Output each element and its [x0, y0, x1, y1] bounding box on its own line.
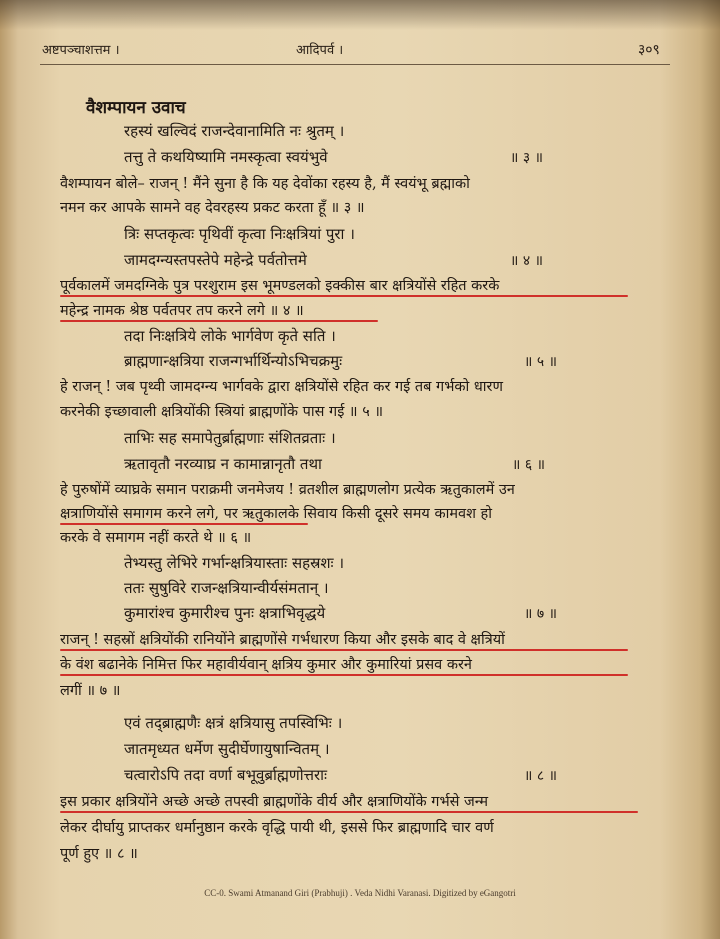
running-header-center: आदिपर्व ।	[296, 43, 344, 58]
shloka-line: ततः सुषुविरे राजन्क्षत्रियान्वीर्यसंमतान् ।	[124, 579, 329, 597]
shloka-line: तत्तु ते कथयिष्यामि नमस्कृत्वा स्वयंभुवे	[124, 148, 328, 166]
shloka-line: चत्वारोऽपि तदा वर्णा बभूवुर्ब्राह्मणोत्तराः	[124, 766, 327, 784]
translation-line: हे राजन् ! जब पृथ्वी जामदग्न्य भार्गवके द्वारा क्षत्रियोंसे रहित कर गई तब गर्भको धारण	[60, 379, 503, 395]
shloka-line: तदा निःक्षत्रिये लोके भार्गवेण कृते सति ।	[124, 327, 336, 345]
translation-line: करके वे समागम नहीं करते थे ॥ ६ ॥	[60, 530, 252, 546]
shloka-line: ताभिः सह समापेतुर्ब्राह्मणाः संशितव्रताः ।	[124, 429, 336, 447]
translation-line: लेकर दीर्घायु प्राप्तकर धर्मानुष्ठान करके वृद्धि पायी थी, इससे फिर ब्राह्मणादि चार वर्ण	[60, 820, 494, 836]
translation-line: इस प्रकार क्षत्रियोंने अच्छे अच्छे तपस्वी ब्राह्मणोंके वीर्य और क्षत्राणियोंके गर्भसे जन्म	[60, 794, 489, 810]
red-underline	[60, 811, 638, 813]
verse-number: ॥ ६ ॥	[512, 457, 545, 473]
translation-line: पूर्वकालमें जमदग्निके पुत्र परशुराम इस भूमण्डलको इक्कीस बार क्षत्रियोंसे रहित करके	[60, 278, 500, 294]
translation-line: वैशम्पायन बोले– राजन् ! मैंने सुना है कि यह देवोंका रहस्य है, मैं स्वयंभू ब्रह्माको	[60, 176, 470, 192]
verse-number: ॥ ४ ॥	[510, 253, 543, 269]
red-underline	[60, 295, 628, 297]
shloka-line: रहस्यं खल्विदं राजन्देवानामिति नः श्रुतम् ।	[124, 122, 345, 140]
translation-line: क्षत्राणियोंसे समागम करने लगे, पर ऋतुकालके सिवाय किसी दूसरे समय कामवश हो	[60, 506, 492, 522]
shloka-line: जामदग्न्यस्तपस्तेपे महेन्द्रे पर्वतोत्तमे	[124, 251, 307, 269]
translation-line: राजन् ! सहस्रों क्षत्रियोंकी रानियोंने ब्राह्मणोंसे गर्भधारण किया और इसके बाद वे क्षत्रियों	[60, 632, 505, 648]
shloka-line: कुमारांश्च कुमारीश्च पुनः क्षत्राभिवृद्धये	[124, 604, 326, 622]
red-underline	[60, 649, 628, 651]
translation-line: करनेकी इच्छावाली क्षत्रियोंकी स्त्रियां ब्राह्मणोंके पास गई ॥ ५ ॥	[60, 404, 384, 420]
translation-line: महेन्द्र नामक श्रेष्ठ पर्वतपर तप करने लगे ॥ ४ ॥	[60, 303, 304, 319]
translation-line: हे पुरुषोंमें व्याघ्रके समान पराक्रमी जनमेजय ! व्रतशील ब्राह्मणलोग प्रत्येक ऋतुकालमें उन	[60, 482, 515, 498]
translation-line: नमन कर आपके सामने वह देवरहस्य प्रकट करता हूँ ॥ ३ ॥	[60, 200, 365, 216]
shloka-line: एवं तद्ब्राह्मणैः क्षत्रं क्षत्रियासु तपस्विभिः ।	[124, 714, 343, 732]
shloka-line: ब्राह्मणान्क्षत्रिया राजन्गर्भार्थिन्योऽभिचक्रमुः	[124, 352, 343, 370]
shloka-line: ऋतावृतौ नरव्याघ्र न कामान्नानृतौ तथा	[124, 455, 322, 473]
shloka-line: जातमृध्यत धर्मेण सुदीर्घेणायुषान्वितम् ।	[124, 740, 330, 758]
verse-number: ॥ ७ ॥	[524, 606, 557, 622]
verse-number: ॥ ५ ॥	[524, 354, 557, 370]
digitization-credit: CC-0. Swami Atmanand Giri (Prabhuji) . Veda Nidhi Varanasi. Digitized by eGangotri	[204, 888, 516, 898]
verse-number: ॥ ८ ॥	[524, 768, 557, 784]
verse-number: ॥ ३ ॥	[510, 150, 543, 166]
speaker-heading: वैशम्पायन उवाच	[86, 98, 186, 118]
shloka-line: तेभ्यस्तु लेभिरे गर्भान्क्षत्रियास्ताः सहस्रशः ।	[124, 554, 345, 572]
running-header-left: अष्टपञ्चाशत्तम ।	[42, 43, 120, 58]
shloka-line: त्रिः सप्तकृत्वः पृथिवीं कृत्वा निःक्षत्रियां पुरा ।	[124, 225, 355, 243]
header-rule	[40, 64, 670, 65]
red-underline	[60, 674, 628, 676]
page-number: ३०९	[638, 42, 660, 58]
red-underline	[60, 523, 308, 525]
translation-line: पूर्ण हुए ॥ ८ ॥	[60, 846, 138, 862]
red-underline	[60, 320, 378, 322]
translation-line: के वंश बढानेके निमित्त फिर महावीर्यवान् क्षत्रिय कुमार और कुमारियां प्रसव करने	[60, 657, 472, 673]
translation-line: लगीं ॥ ७ ॥	[60, 683, 121, 699]
